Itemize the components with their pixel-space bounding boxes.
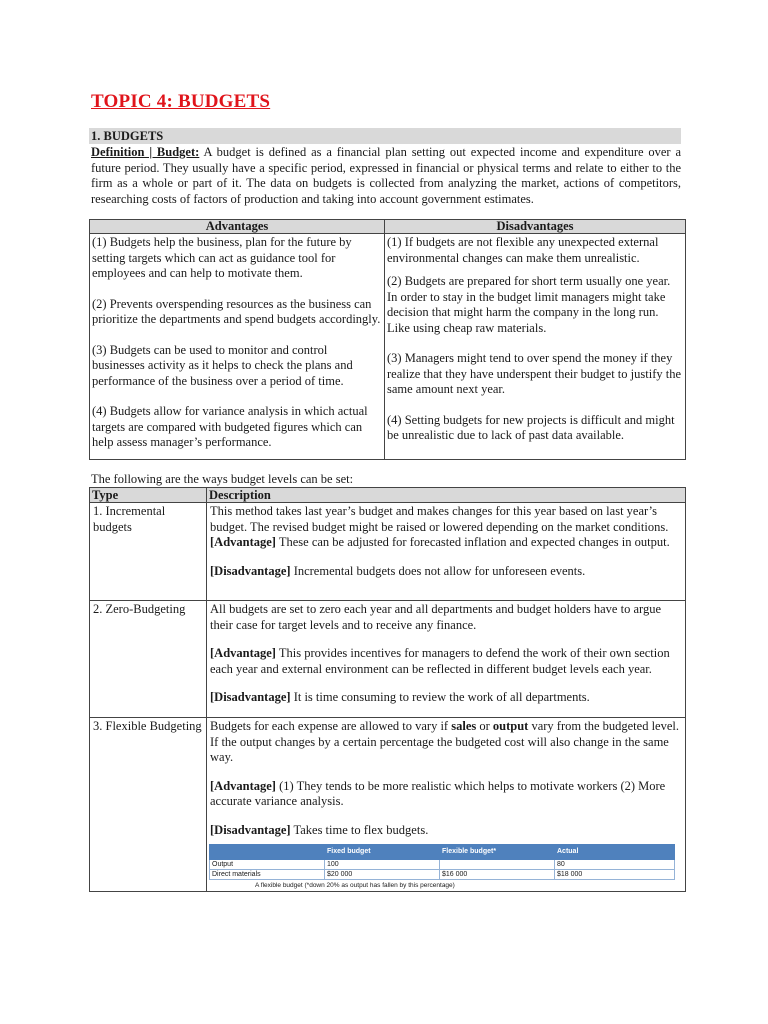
description-header: Description [207,488,686,503]
flex-header-blank [210,845,325,860]
flexible-budget-caption: A flexible budget (*down 20% as output has fallen by this percentage) [255,882,455,889]
definition-lead: Definition | Budget: [91,145,200,159]
budget-definition [91,145,681,207]
description-cell [207,601,686,718]
disadvantage-item: (2) Budgets are prepared for short term usually one year. In order to stay in the budget limit managers might take decision that might harm the company in the long run. Like using cheap raw materials. [387,274,671,335]
flex-cell: 80 [555,860,675,870]
advantage-line [210,779,682,810]
flexible-budget-example [209,844,682,890]
table-row [210,860,675,870]
advantages-disadvantages-table [89,219,686,460]
advantage-item: (3) Budgets can be used to monitor and control businesses activity as it helps to check the plans and performance of the business over a period of time. [92,342,353,388]
disadvantage-text: It is time consuming to review the work of all departments. [290,690,590,704]
disadvantage-label: [Disadvantage] [210,563,291,578]
disadvantages-header: Disadvantages [385,220,686,234]
description-text: or [476,719,493,733]
advantage-line [210,646,682,677]
flex-cell: 100 [325,860,440,870]
disadvantage-item: (3) Managers might tend to over spend the money if they realize that they have underspent their budget to justify the same amount next year. [387,351,682,396]
flex-cell: $18 000 [555,870,675,880]
flex-cell: $16 000 [440,870,555,880]
type-description [210,719,682,766]
budget-types-table [89,487,686,892]
emphasis-sales: sales [451,719,477,733]
page-title: TOPIC 4: BUDGETS [91,91,271,112]
type-cell: 3. Flexible Budgeting [90,718,207,892]
advantages-header: Advantages [90,220,385,234]
type-header: Type [90,488,207,503]
flex-cell: $20 000 [325,870,440,880]
table-row [90,503,686,601]
types-intro: The following are the ways budget levels can be set: [91,472,354,486]
section-heading: 1. BUDGETS [89,128,681,144]
advantages-cell [90,234,385,460]
description-cell [207,718,686,892]
emphasis-output: output [492,719,529,733]
type-description: All budgets are set to zero each year and all departments and budget holders have to argue their case for target levels and to receive any finance. [210,602,661,632]
disadvantage-line [210,690,682,706]
advantage-text: These can be adjusted for forecasted inflation and expected changes in output. [275,535,670,549]
advantage-item: (1) Budgets help the business, plan for the future by setting targets which can act as guidance tool for employees and can help to motivate them. [92,235,352,280]
description-text: vary from the budgeted level. If the output changes by a certain percentage the budgeted cost will also change in the same way. [210,719,679,764]
advantage-label: [Advantage] [210,778,276,793]
advantage-line [210,535,682,551]
type-cell: 2. Zero-Budgeting [90,601,207,718]
table-row [90,601,686,718]
advantage-label: [Advantage] [210,646,276,660]
flexible-budget-table [209,844,675,880]
disadvantage-label: [Disadvantage] [210,822,291,837]
flex-cell: Direct materials [210,870,325,880]
definition-text: A budget is defined as a financial plan setting out expected income and expenditure over a future period. They usually have a specific period, expressed in financial or physical terms and relate to either to the firm as a whole or part of it. The data on budgets is collected from analyzing the market, actions of competitors, researching costs of factors of production and taking into account government estimates. [91,145,681,206]
advantage-label: [Advantage] [210,535,276,549]
disadvantage-item: (4) Setting budgets for new projects is difficult and might be unrealistic due to lack of past data available. [387,412,675,442]
flex-cell: Output [210,860,325,870]
disadvantages-cell [385,234,686,460]
disadvantage-item: (1) If budgets are not flexible any unexpected external environmental changes can make them unrealistic. [387,235,659,265]
disadvantage-line [210,564,682,580]
disadvantage-label: [Disadvantage] [210,690,291,704]
advantage-item: (2) Prevents overspending resources as the business can prioritize the departments and spend budgets accordingly. [92,296,381,326]
disadvantage-text: Takes time to flex budgets. [290,822,429,837]
advantage-text: This provides incentives for managers to defend the work of their own section each year and external environment can be reflected in different budget levels each year. [210,646,670,676]
description-text: Budgets for each expense are allowed to vary if [210,719,452,733]
flex-header-fixed: Fixed budget [325,845,440,860]
table-row [90,718,686,892]
type-cell: 1. Incremental budgets [90,503,207,601]
advantage-text: (1) They tends to be more realistic which helps to motivate workers (2) More accurate variance analysis. [210,778,666,808]
table-row [210,870,675,880]
type-description: This method takes last year’s budget and makes changes for this year based on last year’s budget. The revised budget might be raised or lowered depending on the market conditions. [210,504,669,534]
flex-header-actual: Actual [555,845,675,860]
description-cell [207,503,686,601]
disadvantage-text: Incremental budgets does not allow for unforeseen events. [290,563,586,578]
flex-header-flexible: Flexible budget* [440,845,555,860]
flex-cell [440,860,555,870]
disadvantage-line [210,823,682,839]
advantage-item: (4) Budgets allow for variance analysis in which actual targets are compared with budgeted figures which can help assess manager’s performance. [92,404,368,449]
